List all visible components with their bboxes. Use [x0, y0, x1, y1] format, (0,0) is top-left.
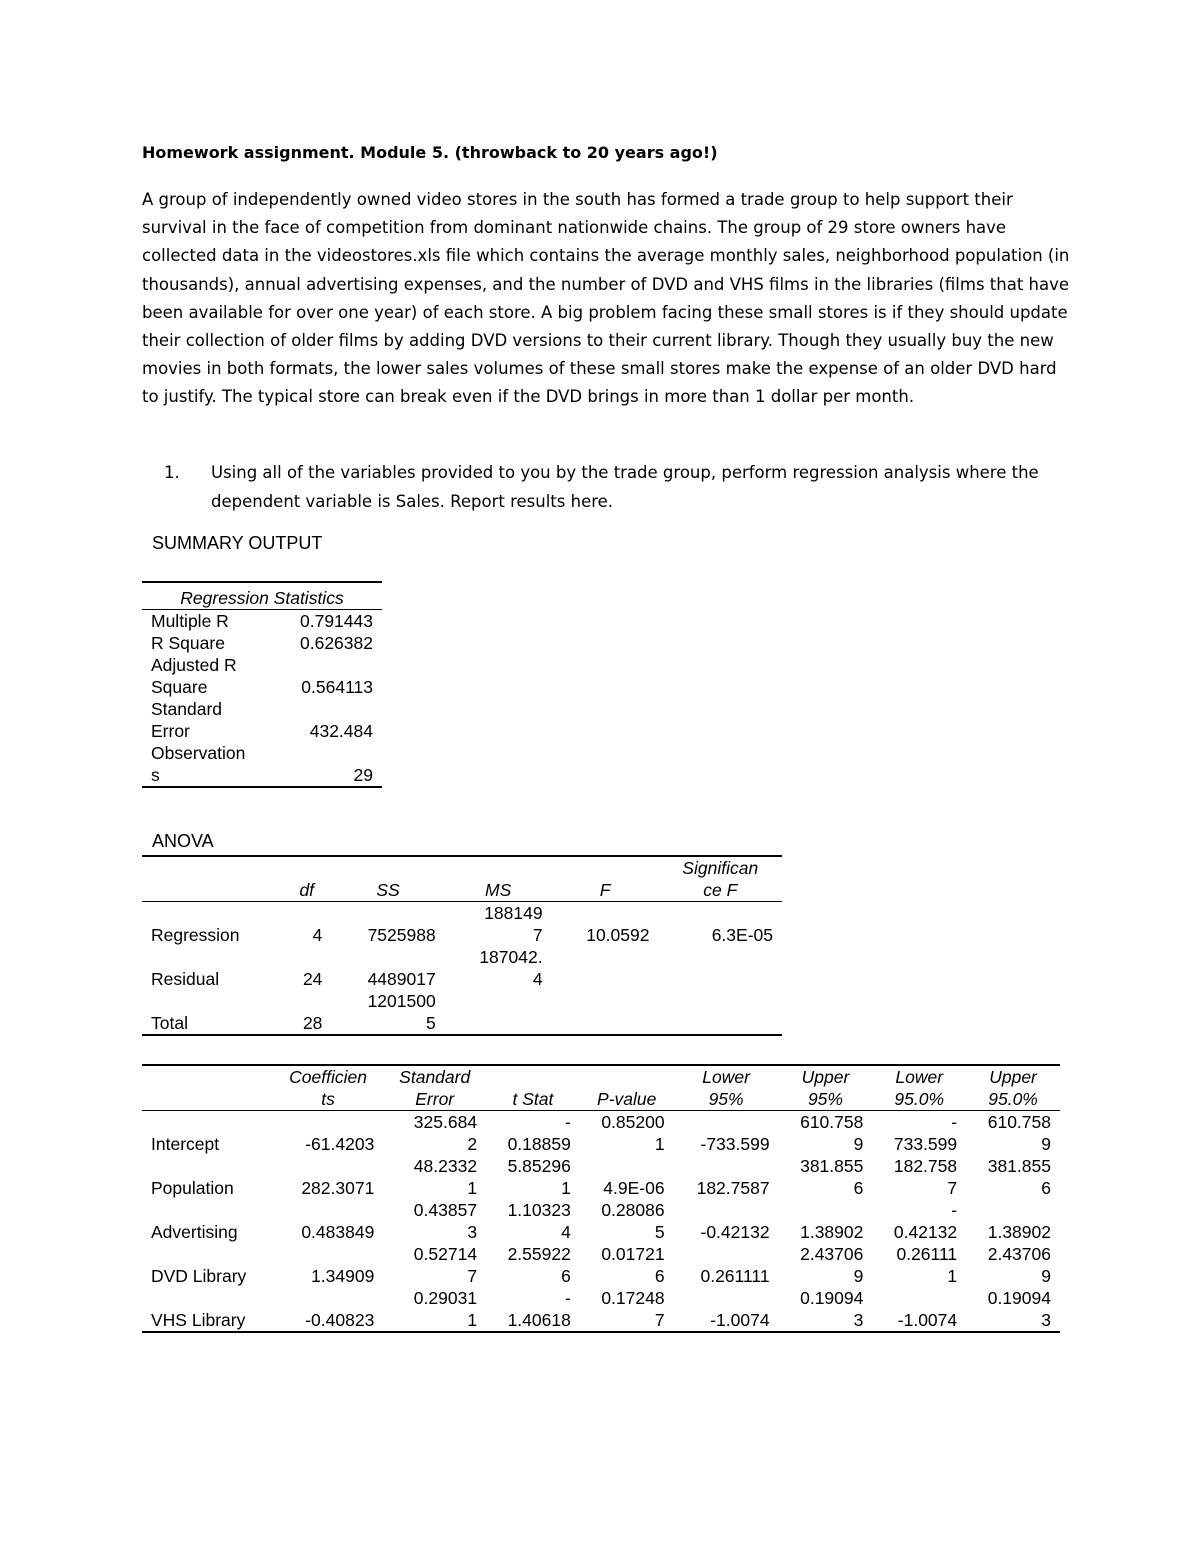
column-header: Coefficien ts — [273, 1065, 384, 1111]
problem-paragraph: A group of independently owned video stores in the south has formed a trade group to help support their survival in the face of competition from dominant nationwide chains. The group of 29 store owners have collected data in the videostores.xls file which contains the average monthly sales, neighborhood population (in thousands), annual advertising expenses, and the number of DVD and VHS films in the libraries (films that have been available for over one year) of each store. A big problem facing these small stores is if they should update their collection of older films by adding DVD versions to their current library. Though they usually buy the new movies in both formats, the lower sales volumes of these small stores make the expense of an older DVD hard to justify. The typical store can break even if the DVD brings in more than 1 dollar per month. — [142, 190, 1070, 407]
table-cell: 0.85200 1 — [601, 1112, 665, 1154]
row-label: Regression — [151, 925, 240, 945]
table-cell: 0.19094 3 — [800, 1288, 864, 1330]
table-cell: -61.4203 — [305, 1134, 375, 1154]
table-cell: 182.758 7 — [893, 1156, 958, 1198]
table-cell: 6.3E-05 — [711, 925, 773, 945]
column-header: P-value — [580, 1065, 674, 1111]
table-cell: -0.40823 — [305, 1310, 375, 1330]
table-row — [142, 902, 782, 947]
table-row — [142, 1155, 1060, 1199]
table-cell: 2.43706 9 — [987, 1244, 1051, 1286]
table-row — [142, 1243, 1060, 1287]
table-cell: 381.855 6 — [987, 1156, 1051, 1198]
table-row — [142, 632, 382, 654]
table-row — [142, 1199, 1060, 1243]
regression-statistics-body — [142, 610, 382, 788]
table-cell: 28 — [302, 1013, 323, 1033]
table-cell — [658, 990, 782, 1035]
column-header — [142, 856, 282, 902]
row-label: Population — [151, 1178, 234, 1198]
coefficients-table — [142, 1064, 1060, 1333]
summary-output-label: SUMMARY OUTPUT — [152, 533, 323, 553]
table-row — [142, 990, 782, 1035]
table-cell: -1.0074 — [710, 1310, 770, 1330]
table-cell: - 0.18859 — [507, 1112, 571, 1154]
table-row — [142, 654, 382, 698]
table-cell: -0.42132 — [700, 1222, 770, 1242]
stat-value: 0.791443 — [300, 611, 373, 631]
page-title: Homework assignment. Module 5. (throwback to 20 years ago!) — [142, 143, 718, 162]
table-cell: 1.38902 — [987, 1222, 1051, 1242]
row-label: Residual — [151, 969, 220, 989]
row-label: VHS Library — [151, 1310, 246, 1330]
row-label: Advertising — [151, 1222, 238, 1242]
stat-value: 432.484 — [309, 721, 373, 741]
table-cell: 187042. 4 — [479, 947, 543, 989]
column-header: Upper 95.0% — [966, 1065, 1060, 1111]
table-row — [142, 698, 382, 742]
stat-value: 29 — [353, 765, 373, 785]
stat-label: Observation s — [151, 743, 246, 785]
column-header: t Stat — [486, 1065, 580, 1111]
table-header-row — [142, 1065, 1060, 1111]
table-cell: 1201500 5 — [367, 991, 436, 1033]
table-cell: - 1.40618 — [507, 1288, 571, 1330]
column-header: Standard Error — [383, 1065, 486, 1111]
table-cell: 48.2332 1 — [413, 1156, 478, 1198]
stat-label: Multiple R — [151, 611, 229, 631]
table-cell: 5.85296 1 — [507, 1156, 571, 1198]
table-cell: 0.26111 1 — [896, 1244, 958, 1286]
table-cell: 0.17248 7 — [601, 1288, 665, 1330]
column-header: Significan ce F — [658, 856, 782, 902]
table-header-row — [142, 856, 782, 902]
coefficients-body — [142, 1111, 1060, 1333]
question-text: Using all of the variables provided to you by the trade group, perform regression analysis where the dependent variable is Sales. Report results here. — [211, 463, 1039, 511]
table-cell: 381.855 6 — [800, 1156, 864, 1198]
column-header: MS — [445, 856, 552, 902]
column-header: F — [552, 856, 659, 902]
table-cell: 10.0592 — [586, 925, 650, 945]
regression-statistics-table — [142, 581, 382, 788]
table-cell: -1.0074 — [897, 1310, 958, 1330]
table-cell — [552, 990, 659, 1035]
table-cell: 4 — [312, 925, 323, 945]
table-cell: 0.43857 3 — [413, 1200, 478, 1242]
table-cell: 325.684 2 — [413, 1112, 478, 1154]
table-row — [142, 1111, 1060, 1156]
coefficients-header — [142, 1065, 1060, 1111]
table-row — [142, 946, 782, 990]
table-cell: 1.34909 — [311, 1266, 375, 1286]
column-header: df — [282, 856, 331, 902]
stat-value: 0.626382 — [300, 633, 373, 653]
question-1 — [164, 458, 1064, 516]
stat-label: R Square — [151, 633, 225, 653]
anova-table — [142, 855, 782, 1036]
anova-header — [142, 856, 782, 902]
regression-statistics-header: Regression Statistics — [142, 582, 382, 610]
table-cell: 0.261111 — [700, 1266, 770, 1286]
table-cell: 0.29031 1 — [413, 1288, 478, 1330]
table-cell: 4489017 — [367, 969, 436, 989]
table-cell — [445, 990, 552, 1035]
table-cell: 0.483849 — [301, 1222, 375, 1242]
stat-value: 0.564113 — [301, 677, 373, 697]
column-header: SS — [331, 856, 444, 902]
table-cell: -733.599 — [700, 1134, 770, 1154]
table-cell: 4.9E-06 — [603, 1178, 665, 1198]
table-cell: - 0.42132 — [893, 1200, 958, 1242]
table-cell: 0.28086 5 — [601, 1200, 665, 1242]
column-header: Lower 95% — [674, 1065, 779, 1111]
row-label: Intercept — [151, 1134, 220, 1154]
table-cell: 182.7587 — [696, 1178, 770, 1198]
table-row — [142, 610, 382, 633]
table-cell: 2.55922 6 — [507, 1244, 571, 1286]
table-cell: 188149 7 — [484, 903, 543, 945]
anova-body — [142, 902, 782, 1036]
table-cell: 2.43706 9 — [800, 1244, 864, 1286]
table-cell: 610.758 9 — [800, 1112, 864, 1154]
row-label: DVD Library — [151, 1266, 247, 1286]
table-cell: 1.10323 4 — [507, 1200, 571, 1242]
column-header — [142, 1065, 273, 1111]
table-cell — [658, 946, 782, 990]
column-header: Upper 95% — [779, 1065, 873, 1111]
table-cell: 610.758 9 — [987, 1112, 1051, 1154]
table-cell: 7525988 — [367, 925, 436, 945]
table-row — [142, 1287, 1060, 1332]
table-cell: 0.52714 7 — [413, 1244, 478, 1286]
table-cell: 282.3071 — [301, 1178, 375, 1198]
table-cell: - 733.599 — [893, 1112, 958, 1154]
row-label: Total — [151, 1013, 188, 1033]
column-header: Lower 95.0% — [872, 1065, 966, 1111]
table-row — [142, 742, 382, 787]
table-cell: 1.38902 — [800, 1222, 864, 1242]
table-cell — [552, 946, 659, 990]
stat-label: Adjusted R Square — [151, 655, 237, 697]
table-cell: 0.19094 3 — [987, 1288, 1051, 1330]
anova-label: ANOVA — [152, 831, 214, 851]
table-cell: 24 — [302, 969, 323, 989]
stat-label: Standard Error — [151, 699, 223, 741]
question-number: 1. — [164, 463, 180, 482]
table-cell: 0.01721 6 — [601, 1244, 665, 1286]
